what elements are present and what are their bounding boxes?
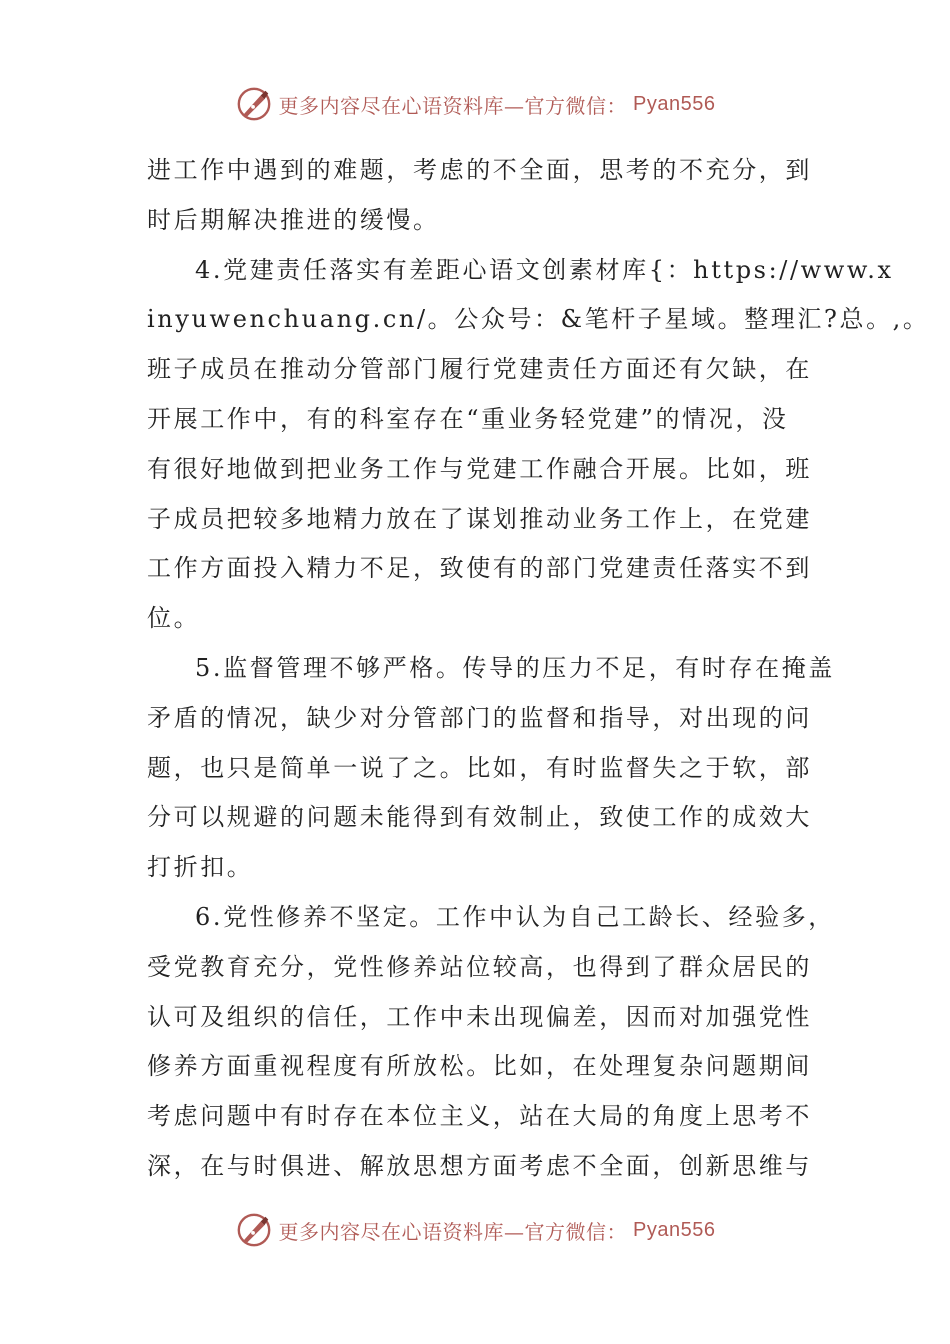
text-line: 深，在与时俱进、解放思想方面考虑不全面，创新思维与 xyxy=(147,1151,812,1180)
document-body xyxy=(147,146,930,1192)
text-line: 班子成员在推动分管部门履行党建责任方面还有欠缺，在 xyxy=(147,355,812,384)
watermark-text: 更多内容尽在心语资料库—官方微信： xyxy=(278,93,628,118)
text-line: inyuwenchuang.cn/。公众号：&笔杆子星域。整理汇?总。,。 xyxy=(147,305,930,334)
text-line: 矛盾的情况，缺少对分管部门的监督和指导，对出现的问 xyxy=(147,703,812,732)
text-line: 工作方面投入精力不足，致使有的部门党建责任落实不到 xyxy=(147,554,812,583)
text-line: 进工作中遇到的难题，考虑的不全面，思考的不充分，到 xyxy=(147,156,812,184)
text-line: 受党教育充分，党性修养站位较高，也得到了群众居民的 xyxy=(147,952,812,981)
paragraph-heading-5: 5.监督管理不够严格。传导的压力不足，有时存在掩盖 xyxy=(195,653,835,682)
watermark-wechat-id: Pyan556 xyxy=(633,1218,716,1241)
pen-nib-logo-icon xyxy=(235,1211,273,1249)
text-line: 开展工作中，有的科室存在“重业务轻党建”的情况，没 xyxy=(147,404,789,433)
pen-nib-logo-icon xyxy=(235,85,273,123)
text-line: 有很好地做到把业务工作与党建工作融合开展。比如，班 xyxy=(147,454,812,483)
header-watermark xyxy=(0,84,950,124)
watermark-text: 更多内容尽在心语资料库—官方微信： xyxy=(278,1219,628,1244)
watermark-wechat-id: Pyan556 xyxy=(633,92,716,115)
footer-watermark xyxy=(0,1210,950,1250)
text-line: 修养方面重视程度有所放松。比如，在处理复杂问题期间 xyxy=(147,1052,812,1081)
paragraph-heading-6: 6.党性修养不坚定。工作中认为自己工龄长、经验多， xyxy=(195,902,835,931)
text-line: 打折扣。 xyxy=(147,853,254,882)
paragraph-heading-4: 4.党建责任落实有差距心语文创素材库{：https://www.x xyxy=(195,255,894,284)
text-line: 时后期解决推进的缓慢。 xyxy=(147,205,440,234)
text-line: 认可及组织的信任，工作中未出现偏差，因而对加强党性 xyxy=(147,1002,812,1031)
text-line: 位。 xyxy=(147,604,201,633)
text-line: 子成员把较多地精力放在了谋划推动业务工作上，在党建 xyxy=(147,504,812,533)
text-line: 考虑问题中有时存在本位主义，站在大局的角度上思考不 xyxy=(147,1102,812,1131)
text-line: 题，也只是简单一说了之。比如，有时监督失之于软，部 xyxy=(147,753,812,782)
text-line: 分可以规避的问题未能得到有效制止，致使工作的成效大 xyxy=(147,803,812,832)
